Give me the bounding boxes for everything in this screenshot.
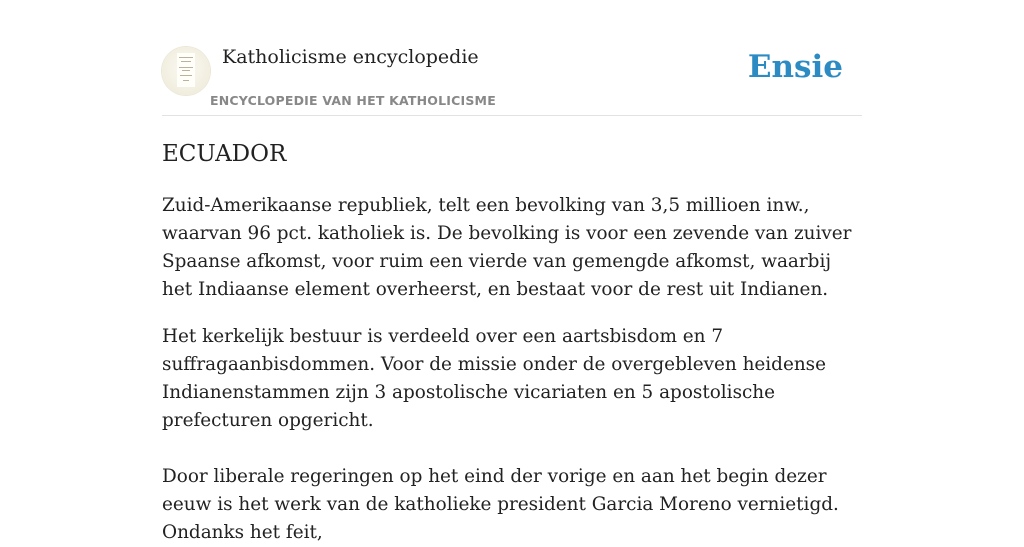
site-title[interactable]: Katholicisme encyclopedie <box>222 46 479 68</box>
article-title: ECUADOR <box>162 141 287 167</box>
page-container <box>162 0 862 543</box>
article-body <box>162 192 864 547</box>
site-header <box>162 0 862 116</box>
encyclopedia-logo-icon[interactable] <box>162 47 210 95</box>
article-paragraph: Zuid-Amerikaanse republiek, telt een bevolking van 3,5 millioen inw., waarvan 96 pct. katholiek is. De bevolking is voor een zevende van zuiver Spaanse afkomst, voor ruim een vierde van gemengde afkomst, waarbij het Indiaanse element overheerst, en bestaat voor de rest uit Indianen. <box>162 195 852 300</box>
article-paragraph: Het kerkelijk bestuur is verdeeld over een aartsbisdom en 7 suffragaanbisdommen. Voor de missie onder de overgebleven heidense Indianenstammen zijn 3 apostolische vicariaten en 5 apostolische prefecturen opgericht. <box>162 326 827 431</box>
site-subtitle: ENCYCLOPEDIE VAN HET KATHOLICISME <box>210 93 496 108</box>
logo-book-page <box>177 53 195 87</box>
article-paragraph: Door liberale regeringen op het eind der vorige en aan het begin dezer eeuw is het werk van de katholieke president Garcia Moreno vernietigd. Ondanks het feit, <box>162 466 839 543</box>
ensie-brand-logo[interactable]: Ensie <box>747 49 843 85</box>
